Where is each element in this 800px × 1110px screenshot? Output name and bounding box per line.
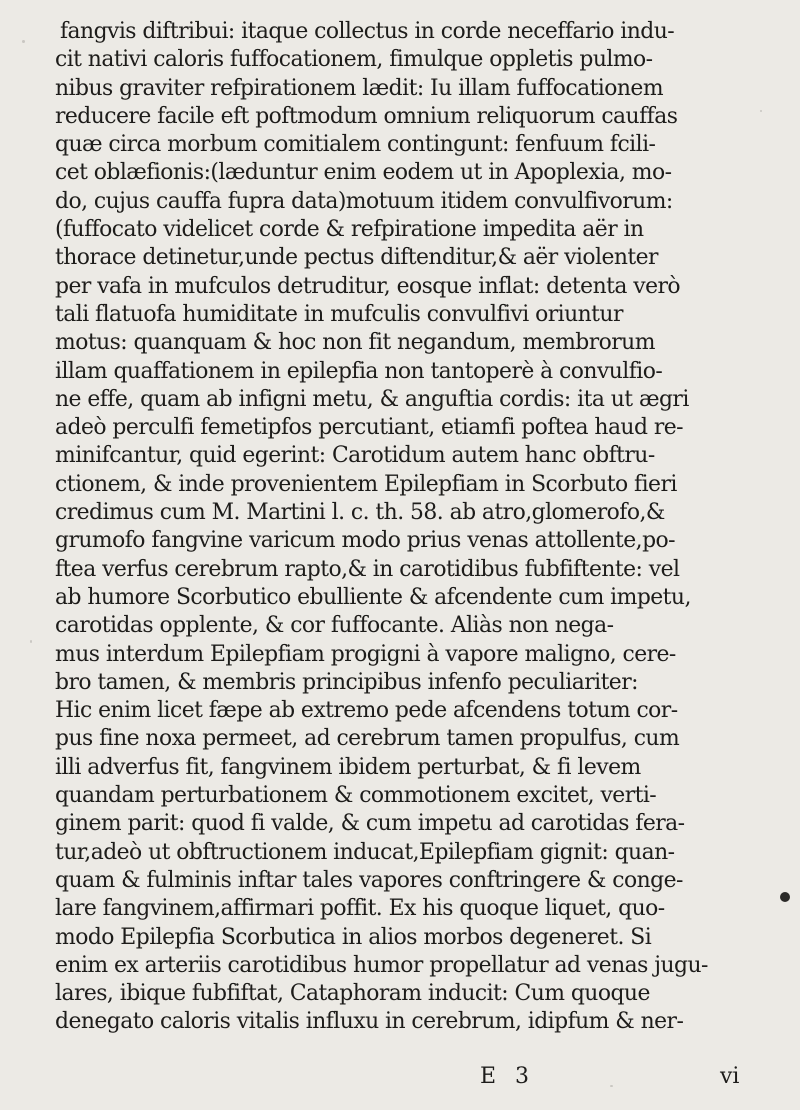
- text-line: lares, ibique fubfiftat, Cataphoram inducit: Cum quoque: [55, 981, 650, 1007]
- text-line: ctionem, & inde provenientem Epilepfiam in Scorbuto fieri: [55, 471, 677, 497]
- text-line: adeò perculfi femetipfos percutiant, etiamfi poftea haud re-: [55, 415, 684, 441]
- text-line: mus interdum Epilepfiam progigni à vapore maligno, cere-: [55, 641, 676, 667]
- text-line: ne effe, quam ab infigni metu, & anguftia cordis: ita ut ægri: [55, 386, 689, 412]
- signature-mark: E 3: [480, 1064, 536, 1089]
- paper-speck: [30, 640, 32, 643]
- paper-speck: [22, 40, 25, 43]
- catchword: vi: [720, 1064, 740, 1089]
- text-line: minifcantur, quid egerint: Carotidum autem hanc obftru-: [55, 443, 655, 469]
- text-line: illi adverfus fit, fangvinem ibidem perturbat, & fi levem: [55, 754, 641, 780]
- text-line: Hic enim licet fæpe ab extremo pede afcendens totum cor-: [55, 698, 678, 724]
- text-line: bro tamen, & membris principibus infenfo peculiariter:: [55, 669, 638, 695]
- text-line: tali flatuofa humiditate in mufculis convulfivi oriuntur: [55, 301, 623, 327]
- text-line: pus fine noxa permeet, ad cerebrum tamen propulfus, cum: [55, 726, 680, 752]
- text-line: illam quaffationem in epilepfia non tantoperè à convulfio-: [55, 358, 663, 384]
- page-footer: [0, 1064, 800, 1094]
- text-line: credimus cum M. Martini l. c. th. 58. ab atro,glomerofo,&: [55, 500, 665, 526]
- text-line: tur,adeò ut obftructionem inducat,Epilepfiam gignit: quan-: [55, 839, 675, 865]
- text-line: motus: quanquam & hoc non fit negandum, membrorum: [55, 330, 655, 356]
- text-line: modo Epilepfia Scorbutica in alios morbos degeneret. Si: [55, 924, 652, 950]
- text-line: cit nativi caloris fuffocationem, fimulque oppletis pulmo-: [55, 47, 653, 73]
- text-line: enim ex arteriis carotidibus humor propellatur ad venas jugu-: [55, 952, 708, 978]
- text-line: (fuffocato videlicet corde & refpiratione impedita aër in: [55, 217, 644, 243]
- text-line: cet oblæfionis:(læduntur enim eodem ut in Apoplexia, mo-: [55, 160, 672, 186]
- text-line: per vafa in mufculos detruditur, eosque inflat: detenta verò: [55, 273, 681, 299]
- text-line: nibus graviter refpirationem lædit: Iu illam fuffocationem: [55, 75, 664, 101]
- text-line: reducere facile eft poftmodum omnium reliquorum cauffas: [55, 103, 678, 129]
- text-line: quandam perturbationem & commotionem excitet, verti-: [55, 783, 657, 809]
- text-line: ftea verfus cerebrum rapto,& in carotidibus fubfiftente: vel: [55, 556, 680, 582]
- text-line: ab humore Scorbutico ebulliente & afcendente cum impetu,: [55, 584, 691, 610]
- text-line: thorace detinetur,unde pectus diftenditur,& aër violenter: [55, 245, 658, 271]
- text-line: do, cujus cauffa fupra data)motuum itidem convulfivorum:: [55, 188, 673, 214]
- ink-blot-icon: [780, 892, 790, 902]
- text-line: grumofo fangvine varicum modo prius venas attollente,po-: [55, 528, 676, 554]
- text-line: denegato caloris vitalis influxu in cerebrum, idipfum & ner-: [55, 1009, 684, 1035]
- text-line: ginem parit: quod fi valde, & cum impetu ad carotidas fera-: [55, 811, 685, 837]
- main-text: [55, 18, 775, 1037]
- text-line: quæ circa morbum comitialem contingunt: fenfuum fcili-: [55, 132, 656, 158]
- text-line: fangvis diftribui: itaque collectus in corde neceffario indu-: [60, 19, 675, 44]
- text-line: lare fangvinem,affirmari poffit. Ex his quoque liquet, quo-: [55, 896, 665, 922]
- text-line: quam & fulminis inftar tales vapores conftringere & conge-: [55, 867, 683, 893]
- text-line: carotidas opplente, & cor fuffocante. Aliàs non nega-: [55, 613, 614, 639]
